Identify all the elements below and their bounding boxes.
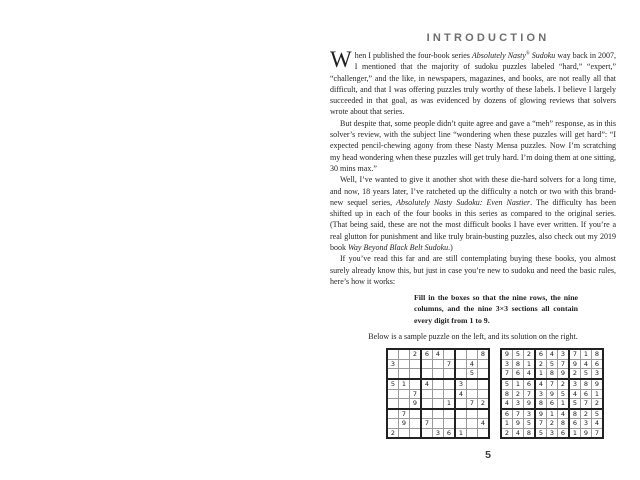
sudoku-cell: 5	[581, 369, 592, 379]
sudoku-cell: 9	[399, 419, 410, 429]
sudoku-cell: 4	[524, 369, 536, 379]
sudoku-cell: 1	[581, 349, 592, 359]
sudoku-cell-empty	[433, 359, 444, 369]
sudoku-cell-empty	[399, 399, 410, 409]
sudoku-cell-empty	[467, 379, 478, 389]
sudoku-cell: 2	[524, 349, 536, 359]
sudoku-cell: 1	[569, 428, 581, 438]
sudoku-cell-empty	[478, 359, 490, 369]
sudoku-cell-empty	[399, 369, 410, 379]
sudoku-cell: 1	[558, 399, 570, 409]
sudoku-cell-empty	[421, 399, 433, 409]
sudoku-row	[501, 389, 603, 399]
sudoku-cell: 6	[547, 399, 558, 409]
sudoku-cell: 9	[592, 379, 604, 389]
body-paragraphs	[330, 47, 616, 287]
sudoku-cell: 3	[592, 369, 604, 379]
sudoku-cell: 3	[387, 359, 399, 369]
sudoku-cell-empty	[467, 409, 478, 419]
sudoku-cell: 9	[547, 389, 558, 399]
sudoku-cell: 7	[592, 428, 604, 438]
page-number: 5	[485, 449, 491, 461]
paragraph: Well, I’ve wanted to give it another shot with these die-hard solvers for a long time, and now, 18 years later, I’ve ratcheted up the difficulty a notch or two with this brand-new sequel series, Absolutely Nasty Sudoku: Even Nastier. The difficulty has been shifted up in each of the four books in this series as compared to the original series. (That being said, these are not the most difficult books I have ever written. If you’re a real glutton for punishment and like truly brain-busting puzzles, also check out my 2019 book Way Beyond Black Belt Sudoku.)	[330, 175, 616, 253]
paragraph: But despite that, some people didn’t quite agree and gave a “meh” response, as in this solver’s review, with the subject line “wondering when these puzzles will get hard”: “I expected pencil-chewing agony from these Nasty Mensa puzzles. Now I’m scratching my head wondering when these puzzles will get truly hard. I’m doing them at one sitting, 30 mins max.”	[330, 118, 616, 173]
sudoku-cell: 9	[410, 399, 422, 409]
sudoku-cell: 9	[513, 419, 524, 429]
sudoku-cell-empty	[455, 349, 467, 359]
sudoku-cell: 1	[501, 419, 513, 429]
sudoku-cell-empty	[444, 389, 456, 399]
sudoku-cell-empty	[387, 409, 399, 419]
sudoku-cell-empty	[433, 389, 444, 399]
sudoku-cell: 9	[501, 349, 513, 359]
sudoku-cell: 9	[535, 409, 547, 419]
sudoku-cell: 9	[569, 359, 581, 369]
sudoku-cell-empty	[433, 379, 444, 389]
sudoku-cell: 4	[592, 419, 604, 429]
sudoku-cell: 6	[558, 428, 570, 438]
sudoku-cell: 5	[524, 419, 536, 429]
sudoku-cell-empty	[444, 349, 456, 359]
sudoku-cell: 5	[592, 409, 604, 419]
sudoku-cell-empty	[455, 369, 467, 379]
sudoku-row	[387, 349, 489, 359]
sudoku-cell: 7	[558, 359, 570, 369]
sudoku-cell-empty	[467, 419, 478, 429]
sudoku-cell: 7	[547, 379, 558, 389]
sudoku-cell: 1	[444, 399, 456, 409]
sudoku-cell-empty	[399, 389, 410, 399]
sample-caption: Below is a sample puzzle on the left, and its solution on the right.	[368, 331, 578, 341]
sudoku-cell: 4	[467, 359, 478, 369]
sudoku-cell: 4	[455, 389, 467, 399]
sudoku-row	[501, 369, 603, 379]
sudoku-cell: 6	[592, 359, 604, 369]
sudoku-cell: 4	[535, 379, 547, 389]
sudoku-cell: 6	[569, 419, 581, 429]
sudoku-cell-empty	[455, 409, 467, 419]
sudoku-cell-empty	[444, 419, 456, 429]
sudoku-cell-empty	[467, 349, 478, 359]
sudoku-cell: 7	[581, 399, 592, 409]
sudoku-cell: 9	[581, 428, 592, 438]
sudoku-row	[387, 419, 489, 429]
sudoku-cell-empty	[421, 369, 433, 379]
sudoku-cell: 2	[581, 409, 592, 419]
sudoku-cell-empty	[410, 359, 422, 369]
sudoku-cell-empty	[467, 428, 478, 438]
sudoku-cell: 5	[513, 349, 524, 359]
sudoku-cell: 8	[558, 419, 570, 429]
sudoku-cell: 7	[569, 349, 581, 359]
sudoku-cell-empty	[410, 369, 422, 379]
sudoku-cell-empty	[387, 419, 399, 429]
sudoku-cell: 3	[433, 428, 444, 438]
sudoku-cell: 5	[535, 428, 547, 438]
sudoku-cell: 4	[581, 359, 592, 369]
sudoku-cell: 8	[569, 409, 581, 419]
sudoku-cell: 4	[547, 349, 558, 359]
sudoku-cell: 2	[547, 419, 558, 429]
paragraph: When I published the four-book series Absolutely Nasty® Sudoku way back in 2007, I mentioned that the majority of sudoku puzzles labeled “hard,” “expert,” “challenger,” and the like, in newspapers, magazines, and books, are not really all that difficult, and that I was offering puzzles truly worthy of these labels. I believe I largely succeeded in that goal, as was evidenced by dozens of glowing reviews that solvers wrote about that series.	[330, 47, 616, 117]
sudoku-cell-empty	[444, 379, 456, 389]
sudoku-cell: 6	[581, 389, 592, 399]
sudoku-cell: 7	[444, 359, 456, 369]
sudoku-cell-empty	[455, 359, 467, 369]
sudoku-cell: 2	[513, 389, 524, 399]
sudoku-cell-empty	[478, 428, 490, 438]
sudoku-cell: 8	[581, 379, 592, 389]
sudoku-cell: 2	[558, 379, 570, 389]
sudoku-cell: 6	[444, 428, 456, 438]
sudoku-cell-empty	[410, 409, 422, 419]
sudoku-cell: 5	[467, 369, 478, 379]
sudoku-cell: 3	[547, 428, 558, 438]
sudoku-cell-empty	[478, 389, 490, 399]
sudoku-cell-empty	[444, 409, 456, 419]
sudoku-row	[501, 379, 603, 389]
sudoku-cell-empty	[433, 369, 444, 379]
sudoku-cell: 8	[592, 349, 604, 359]
sudoku-cell: 3	[513, 399, 524, 409]
sudoku-grids	[386, 348, 616, 439]
sudoku-cell: 9	[558, 369, 570, 379]
sudoku-cell: 6	[421, 349, 433, 359]
sudoku-cell: 3	[535, 389, 547, 399]
sudoku-cell: 8	[547, 369, 558, 379]
sudoku-cell: 6	[501, 409, 513, 419]
sudoku-row	[501, 428, 603, 438]
sudoku-cell-empty	[433, 399, 444, 409]
sudoku-row	[387, 379, 489, 389]
sudoku-cell: 3	[581, 419, 592, 429]
sudoku-cell: 1	[399, 379, 410, 389]
sudoku-cell: 4	[421, 379, 433, 389]
sudoku-row	[501, 419, 603, 429]
sudoku-cell-empty	[410, 419, 422, 429]
sudoku-row	[501, 359, 603, 369]
sudoku-cell-empty	[387, 389, 399, 399]
sudoku-row	[387, 409, 489, 419]
sudoku-cell-empty	[387, 399, 399, 409]
sudoku-cell: 2	[410, 349, 422, 359]
sudoku-row	[387, 389, 489, 399]
sudoku-cell: 3	[524, 409, 536, 419]
sudoku-row	[501, 409, 603, 419]
sudoku-cell: 1	[592, 389, 604, 399]
sudoku-cell-empty	[478, 369, 490, 379]
sample-solution-grid	[500, 348, 604, 439]
sudoku-cell: 4	[513, 428, 524, 438]
sudoku-cell-empty	[421, 409, 433, 419]
sudoku-row	[387, 428, 489, 438]
sudoku-cell-empty	[410, 379, 422, 389]
drop-cap: W	[330, 47, 352, 72]
sudoku-cell: 3	[501, 359, 513, 369]
sudoku-cell: 4	[433, 349, 444, 359]
sudoku-cell: 4	[478, 419, 490, 429]
sudoku-cell-empty	[410, 428, 422, 438]
sudoku-cell: 6	[524, 379, 536, 389]
sudoku-cell: 6	[535, 349, 547, 359]
sudoku-cell: 2	[592, 399, 604, 409]
sudoku-cell-empty	[478, 409, 490, 419]
sudoku-cell: 5	[569, 399, 581, 409]
sudoku-cell-empty	[421, 359, 433, 369]
sudoku-cell: 8	[524, 428, 536, 438]
sudoku-cell: 1	[547, 409, 558, 419]
sudoku-cell-empty	[387, 349, 399, 359]
sudoku-cell: 2	[478, 399, 490, 409]
sudoku-cell: 1	[535, 369, 547, 379]
sudoku-cell: 7	[501, 369, 513, 379]
sudoku-cell-empty	[399, 428, 410, 438]
page-title: INTRODUCTION	[426, 32, 550, 44]
sudoku-cell-empty	[387, 369, 399, 379]
sudoku-cell: 4	[569, 389, 581, 399]
sudoku-cell: 2	[535, 359, 547, 369]
sudoku-cell: 5	[558, 389, 570, 399]
sudoku-row	[501, 399, 603, 409]
sudoku-cell: 1	[524, 359, 536, 369]
sudoku-cell: 7	[399, 409, 410, 419]
sudoku-cell: 4	[558, 409, 570, 419]
sudoku-cell: 7	[535, 419, 547, 429]
sudoku-cell: 8	[513, 359, 524, 369]
sudoku-row	[387, 369, 489, 379]
sudoku-cell: 7	[467, 399, 478, 409]
sudoku-cell-empty	[399, 349, 410, 359]
sudoku-cell: 3	[455, 379, 467, 389]
sudoku-cell: 3	[558, 349, 570, 359]
paragraph: If you’ve read this far and are still contemplating buying these books, you almost surely already know this, but just in case you’re new to sudoku and need the basic rules, here’s how it works:	[330, 254, 616, 286]
sudoku-cell: 3	[569, 379, 581, 389]
sudoku-cell: 7	[513, 409, 524, 419]
sudoku-cell-empty	[421, 389, 433, 399]
sudoku-cell: 2	[569, 369, 581, 379]
sudoku-cell: 8	[478, 349, 490, 359]
sudoku-cell: 9	[524, 399, 536, 409]
sudoku-row	[501, 349, 603, 359]
sudoku-cell-empty	[399, 359, 410, 369]
sudoku-cell-empty	[478, 379, 490, 389]
text-column	[330, 47, 616, 439]
sudoku-cell: 5	[547, 359, 558, 369]
sudoku-cell: 8	[535, 399, 547, 409]
sudoku-cell-empty	[467, 389, 478, 399]
sudoku-cell-empty	[455, 419, 467, 429]
sudoku-cell: 7	[421, 419, 433, 429]
sudoku-cell: 2	[387, 428, 399, 438]
sudoku-rule-text: Fill in the boxes so that the nine rows, the nine columns, and the nine 3×3 sections all contain every digit from 1 to 9.	[414, 293, 578, 325]
sudoku-cell: 6	[513, 369, 524, 379]
sudoku-cell-empty	[444, 369, 456, 379]
sudoku-cell: 1	[513, 379, 524, 389]
sudoku-cell: 2	[501, 428, 513, 438]
sudoku-row	[387, 359, 489, 369]
sudoku-cell: 1	[455, 428, 467, 438]
sudoku-row	[387, 399, 489, 409]
sample-puzzle-grid	[386, 348, 490, 439]
sudoku-cell-empty	[455, 399, 467, 409]
sudoku-cell-empty	[433, 409, 444, 419]
sudoku-cell: 7	[410, 389, 422, 399]
sudoku-cell: 5	[387, 379, 399, 389]
sudoku-cell: 5	[501, 379, 513, 389]
sudoku-cell-empty	[421, 428, 433, 438]
sudoku-cell: 8	[501, 389, 513, 399]
sudoku-cell: 7	[524, 389, 536, 399]
sudoku-cell-empty	[433, 419, 444, 429]
sudoku-cell: 4	[501, 399, 513, 409]
